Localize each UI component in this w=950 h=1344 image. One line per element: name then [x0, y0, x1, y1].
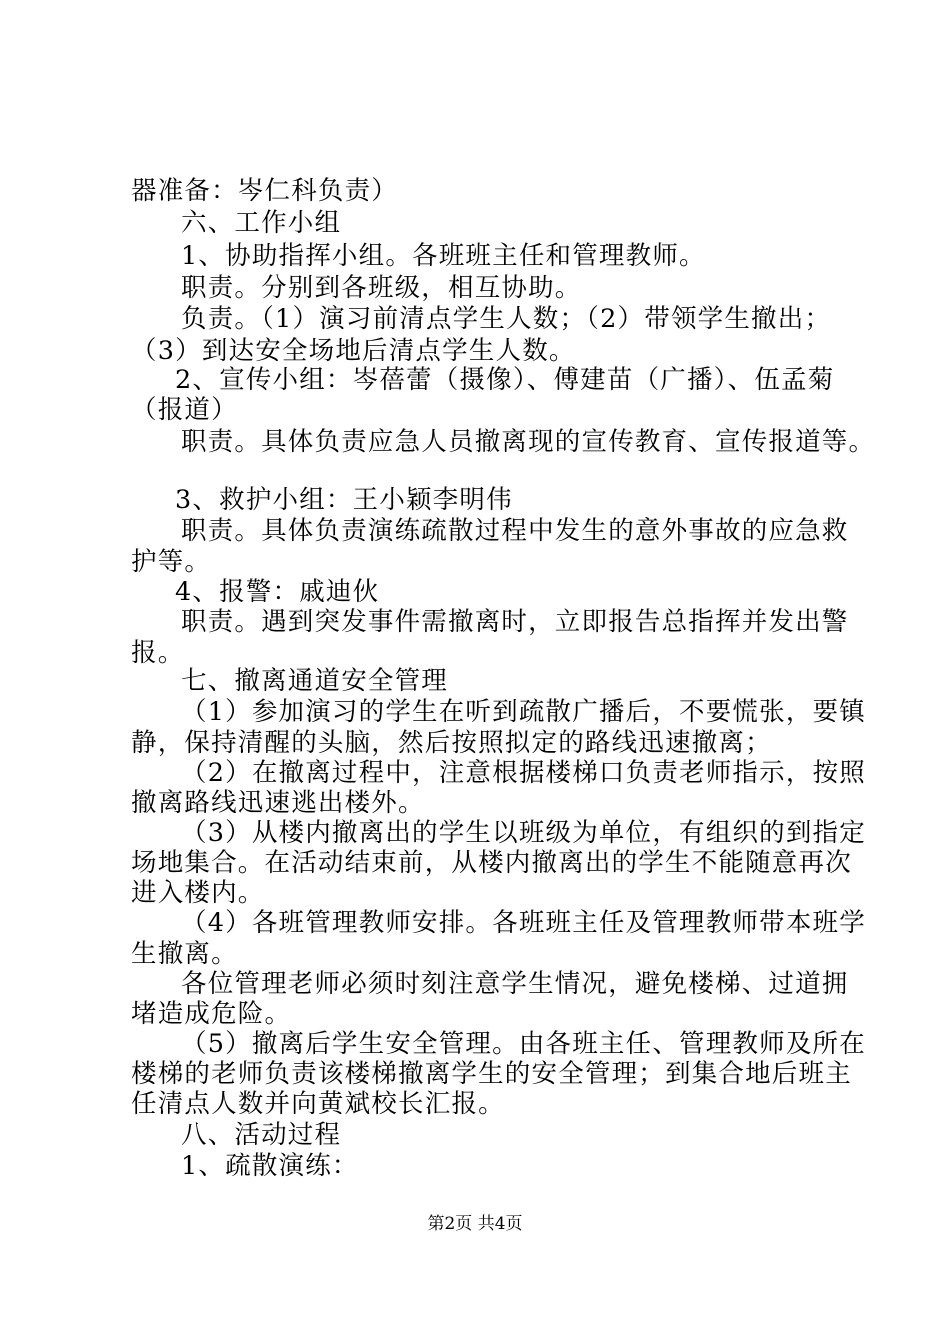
text-line: 堵造成危险。	[131, 999, 292, 1029]
text-line: （3）从楼内撤离出的学生以班级为单位，有组织的到指定	[181, 818, 866, 848]
text-line: 负责。（1）演习前清点学生人数；（2）带领学生撤出；	[181, 304, 832, 334]
text-line: 撤离路线迅速逃出楼外。	[131, 788, 425, 818]
text-line: 1、疏散演练：	[181, 1151, 359, 1181]
text-line: 职责。具体负责应急人员撤离现的宣传教育、宣传报道等。	[181, 427, 876, 457]
text-line: 任清点人数并向黄斌校长汇报。	[131, 1089, 505, 1119]
text-line: 护等。	[131, 547, 212, 577]
text-line: （2）在撤离过程中，注意根据楼梯口负责老师指示，按照	[181, 758, 866, 788]
section-heading: 七、撤离通道安全管理	[181, 666, 449, 696]
text-line: 1、协助指挥小组。各班班主任和管理教师。	[181, 241, 706, 271]
text-line: 职责。遇到突发事件需撤离时，立即报告总指挥并发出警	[181, 607, 849, 637]
text-line: 生撤离。	[131, 939, 238, 969]
text-line: （报道）	[131, 395, 238, 425]
text-line: （3）到达安全场地后清点学生人数。	[131, 336, 576, 366]
text-line: 职责。分别到各班级，相互协助。	[181, 273, 582, 303]
text-line: （4）各班管理教师安排。各班班主任及管理教师带本班学	[181, 908, 866, 938]
text-line: 3、救护小组：王小颖李明伟	[175, 485, 513, 515]
text-line: （5）撤离后学生安全管理。由各班主任、管理教师及所在	[181, 1029, 866, 1059]
text-line: 楼梯的老师负责该楼梯撤离学生的安全管理；到集合地后班主	[131, 1059, 852, 1089]
text-line: 2、宣传小组：岑蓓蕾（摄像）、傅建苗（广播）、伍孟菊	[175, 365, 835, 395]
text-line: （1）参加演习的学生在听到疏散广播后，不要慌张，要镇	[181, 697, 866, 727]
text-line: 职责。具体负责演练疏散过程中发生的意外事故的应急救	[181, 516, 849, 546]
text-line: 4、报警：戚迪伙	[175, 577, 380, 607]
text-line: 场地集合。在活动结束前，从楼内撤离出的学生不能随意再次	[131, 848, 852, 878]
text-line: 静，保持清醒的头脑，然后按照拟定的路线迅速撤离；	[131, 728, 772, 758]
page-number-footer: 第2页 共4页	[427, 1214, 523, 1234]
text-line: 器准备：岑仁科负责）	[131, 176, 399, 206]
text-line: 报。	[131, 638, 185, 668]
text-line: 进入楼内。	[131, 878, 265, 908]
section-heading: 六、工作小组	[181, 208, 342, 238]
text-line: 各位管理老师必须时刻注意学生情况，避免楼梯、过道拥	[181, 969, 849, 999]
section-heading: 八、活动过程	[181, 1120, 342, 1150]
